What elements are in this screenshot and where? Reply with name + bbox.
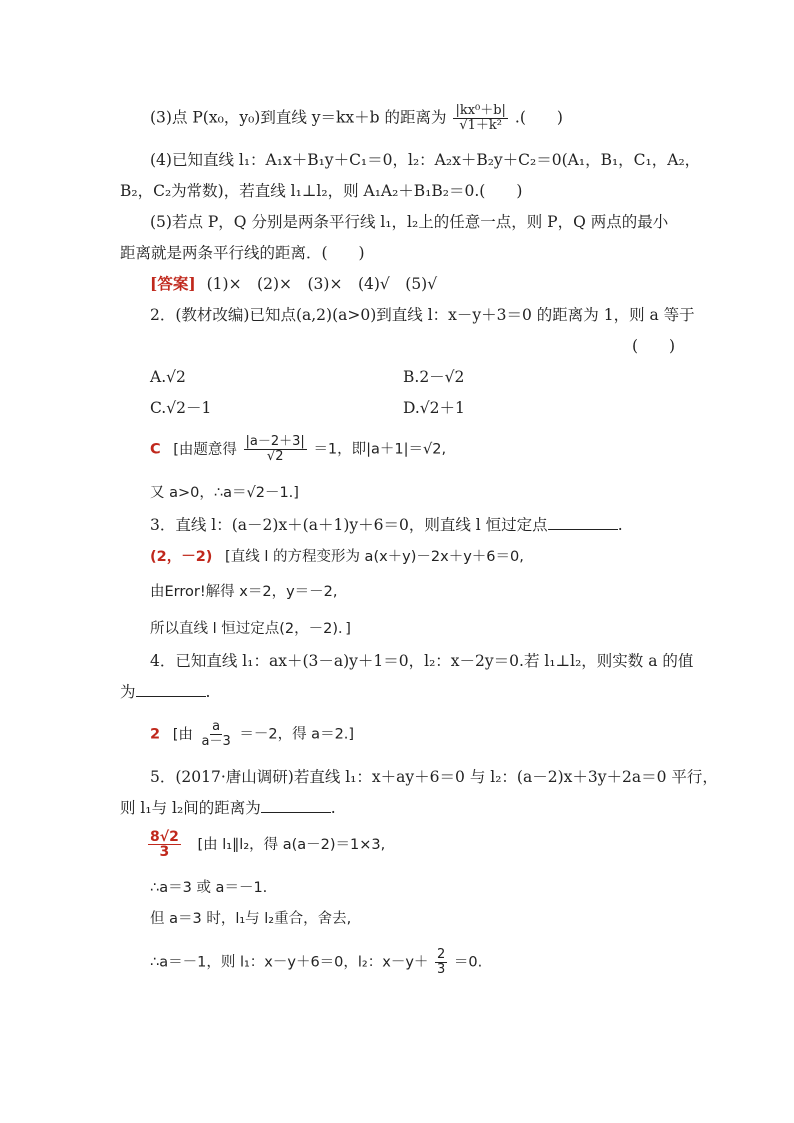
answer-body: (1)× (2)× (3)× (4)√ (5)√: [206, 275, 438, 293]
question-4-line-1: (4)已知直线 l₁：A₁x＋B₁y＋C₁＝0，l₂：A₂x＋B₂y＋C₂＝0(A₁，B₁，C₁，A₂，: [150, 151, 701, 169]
problem-3: 3．直线 l：(a－2)x＋(a＋1)y＋6＝0，则直线 l 恒过定点 .: [150, 516, 623, 534]
solution-3-label: (2，－2): [150, 549, 213, 565]
solution-4-fraction: $\frac{a}{a-3}$: [201, 719, 231, 749]
solution-5-answer-fraction: $\frac{8√2}{3}$: [150, 829, 179, 860]
question-5-line-1: (5)若点 P，Q 分别是两条平行线 l₁，l₂上的任意一点，则 P，Q 两点的最小: [150, 213, 669, 231]
solution-5-line-2: ∴a＝3 或 a＝－1.: [150, 880, 268, 896]
solution-2-line-1: C [由题意得 $\frac{|a-2+3|}{√2}$ ＝1，即|a＋1|＝√2,: [150, 434, 447, 464]
solution-2-line-2: 又 a>0，∴a＝√2－1.]: [150, 485, 299, 501]
question-3: (3)点 P(x₀，y₀)到直线 y＝kx＋b 的距离为 $\frac{\text{|kx⁰＋b|}}{\text{√1＋k²}}$ .( ): [150, 103, 563, 133]
problem-2-bracket: ( ): [632, 337, 676, 355]
choice-c: C.√2－1: [150, 399, 212, 417]
solution-4-label: 2: [150, 726, 161, 743]
solution-3-line-2: 由Error!解得 x＝2，y＝－2,: [150, 584, 338, 600]
answer-label: [答案]: [150, 274, 196, 293]
solution-5-line-1: $\frac{8√2}{3}$ [由 l₁∥l₂，得 a(a－2)＝1×3,: [150, 829, 386, 860]
solution-2-fraction: $\frac{|a-2+3|}{√2}$: [245, 434, 305, 464]
solution-4: 2 [由 $\frac{a}{a-3}$ ＝－2，得 a＝2.]: [150, 719, 355, 749]
choice-a: A.√2: [150, 368, 186, 386]
distance-fraction: $\frac{\text{|kx⁰＋b|}}{\text{√1＋k²}}$: [455, 103, 506, 133]
problem-2-line-1: 2．(教材改编)已知点(a,2)(a>0)到直线 l：x－y＋3＝0 的距离为 1，则 a 等于: [150, 306, 695, 324]
solution-3-line-1: (2，－2) [直线 l 的方程变形为 a(x＋y)－2x＋y＋6＝0,: [150, 549, 524, 565]
problem-5-line-1: 5．(2017·唐山调研)若直线 l₁：x＋ay＋6＝0 与 l₂：(a－2)x＋3y＋2a＝0 平行，: [150, 768, 718, 786]
answer-blank: [261, 798, 331, 813]
problem-5-line-2: 则 l₁与 l₂间的距离为 .: [120, 799, 336, 817]
question-4-line-2: B₂，C₂为常数)，若直线 l₁⊥l₂，则 A₁A₂＋B₁B₂＝0.( ): [120, 182, 523, 200]
solution-5-fraction: $\frac{2}{3}$: [437, 947, 446, 977]
question-5-line-2: 距离就是两条平行线的距离．( ): [120, 244, 365, 262]
solution-5-line-3: 但 a＝3 时，l₁与 l₂重合，舍去,: [150, 911, 352, 927]
choice-b: B.2－√2: [403, 368, 465, 386]
answer-line: [150, 273, 437, 295]
choice-d: D.√2＋1: [403, 399, 465, 417]
solution-3-line-3: 所以直线 l 恒过定点(2，－2)．]: [150, 621, 351, 637]
problem-4-line-2: 为 .: [120, 683, 211, 701]
solution-5-line-4: ∴a＝－1，则 l₁：x－y＋6＝0，l₂：x－y＋ $\frac{2}{3}$ ＝0.: [150, 947, 483, 977]
answer-blank: [136, 682, 206, 697]
problem-4-line-1: 4．已知直线 l₁：ax＋(3－a)y＋1＝0，l₂：x－2y＝0.若 l₁⊥l₂，则实数 a 的值: [150, 652, 694, 670]
solution-2-label: C: [150, 441, 161, 458]
answer-blank: [548, 515, 618, 530]
